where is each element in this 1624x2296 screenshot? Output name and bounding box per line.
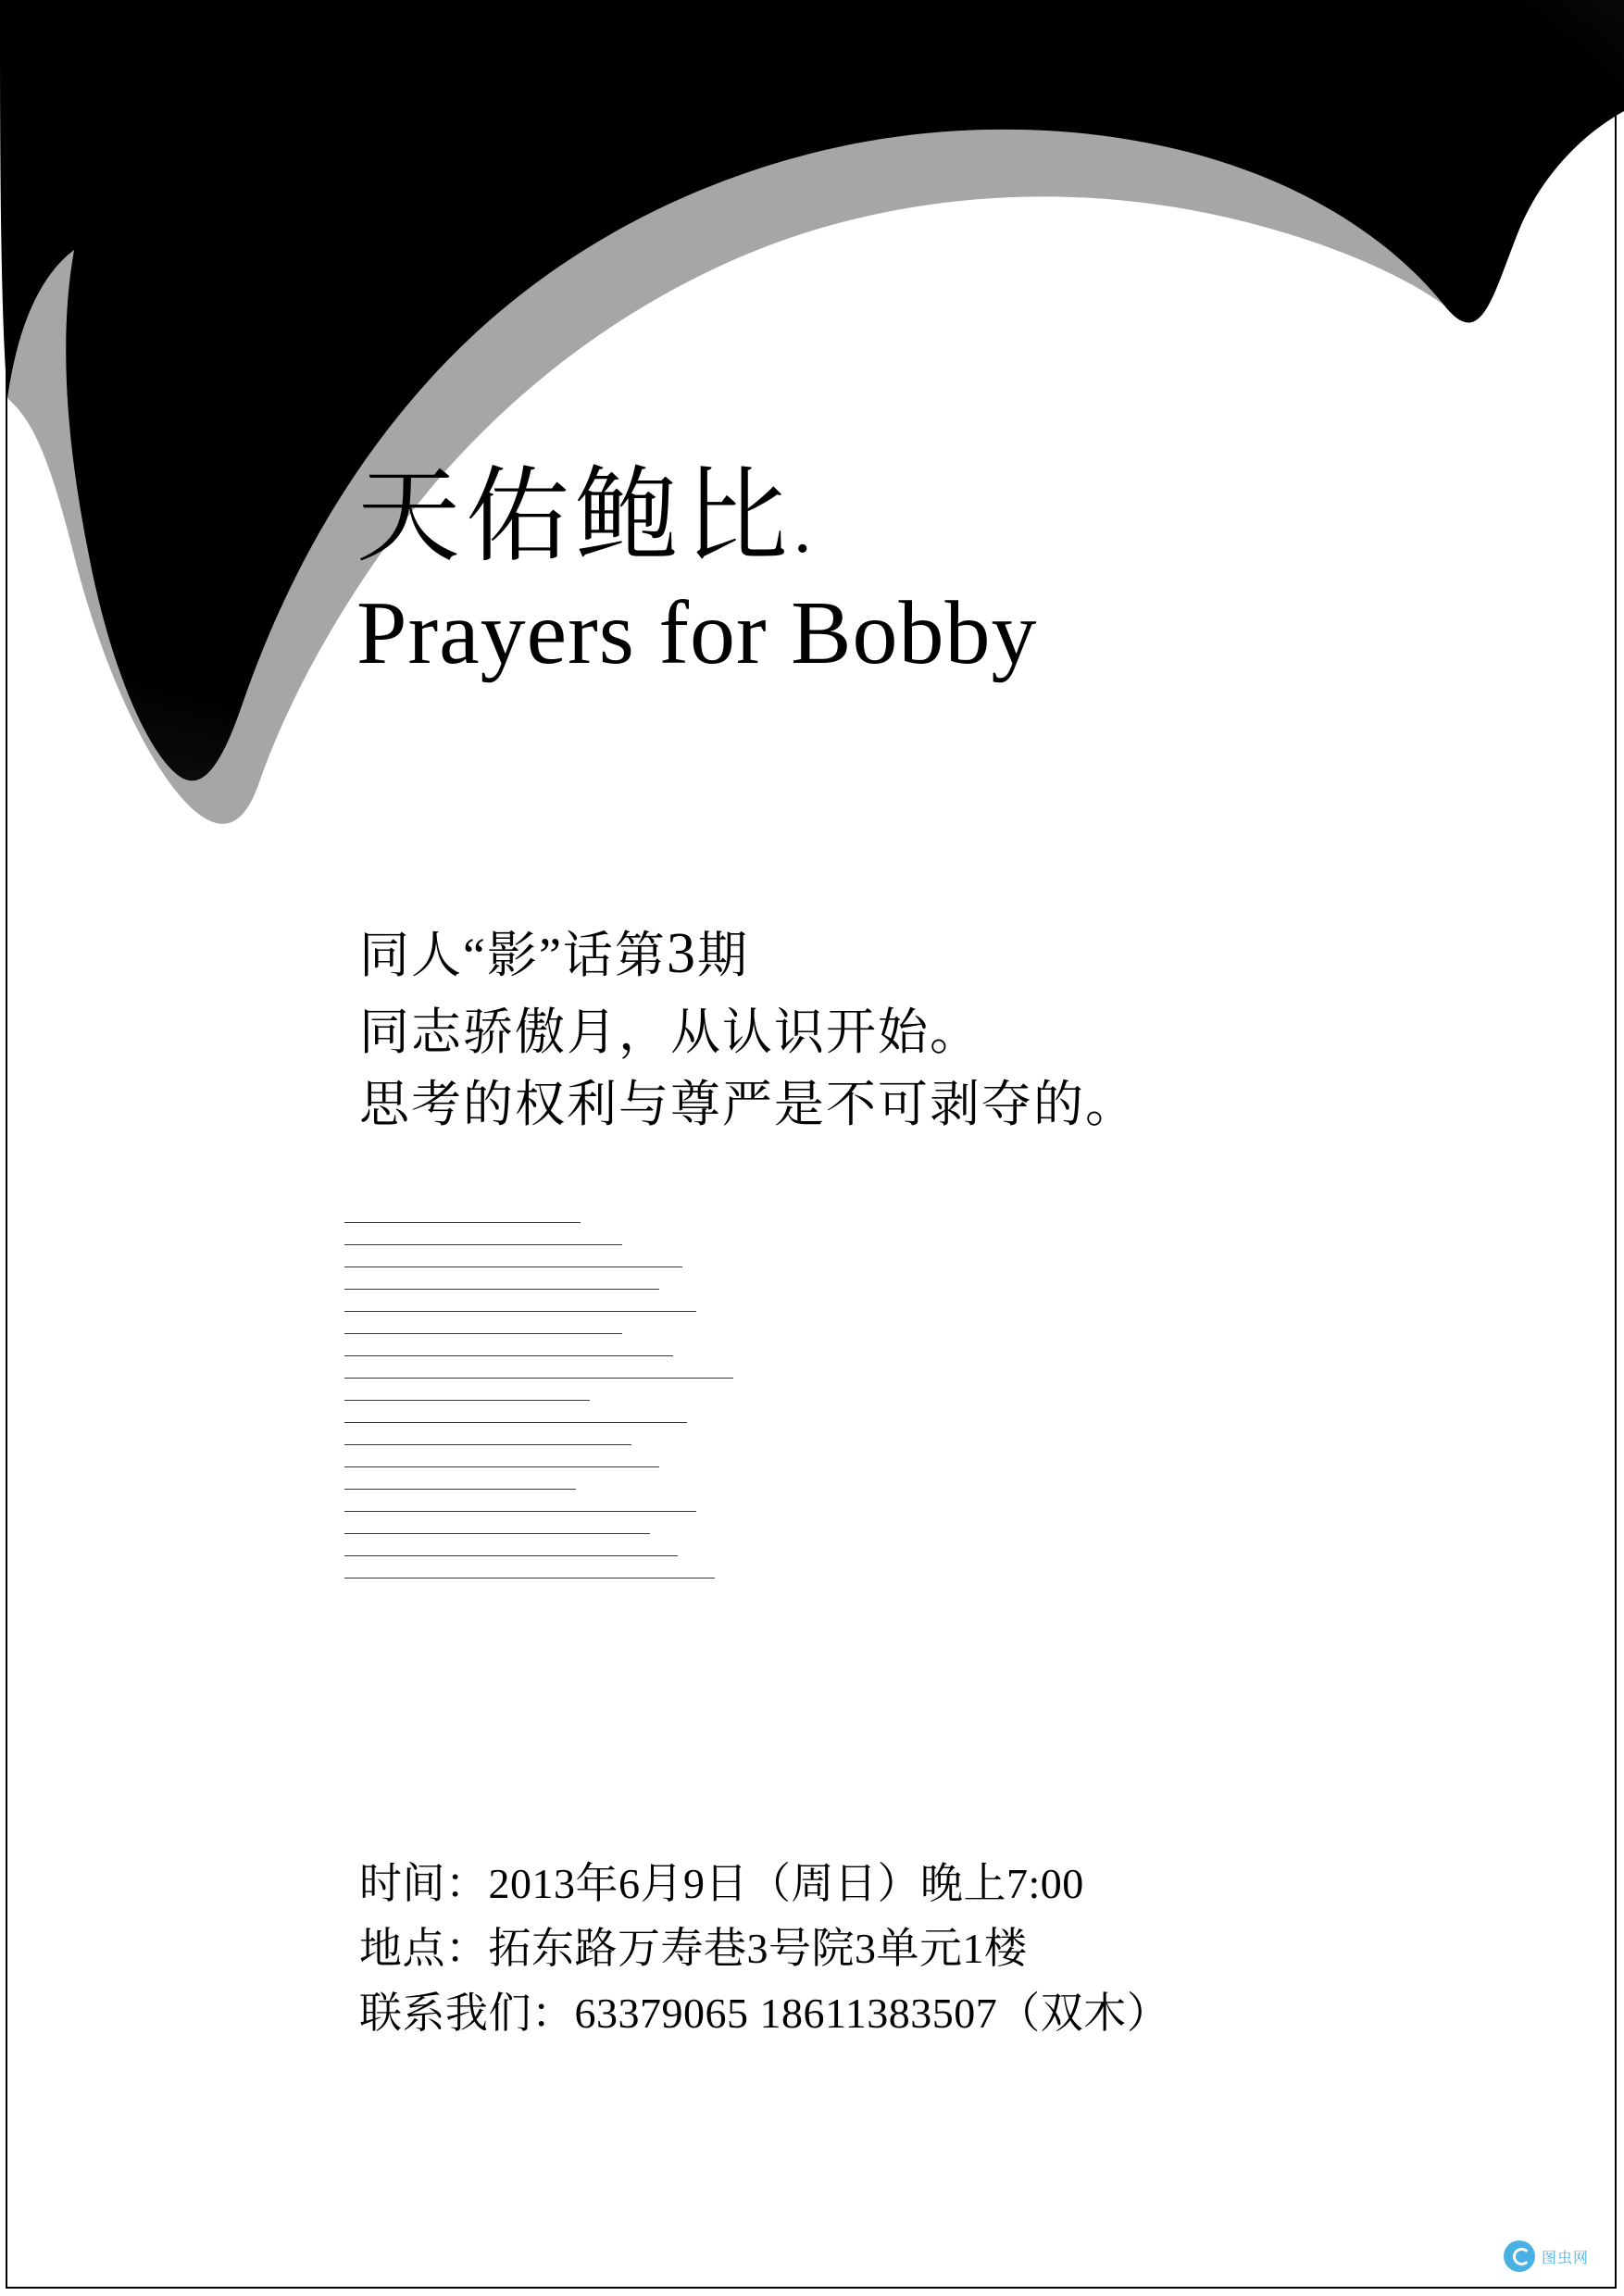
lead-issue-number: 3 [666,922,697,985]
body-text-rule-gap [344,1267,1011,1289]
lead-line-pride: 同志骄傲月，从认识开始。 [359,1004,981,1060]
lead-issue-prefix: 同人“影”话第 [359,928,667,983]
title-block [356,460,1375,684]
body-text-placeholder [344,1222,1011,1578]
lead-block [359,912,1452,1142]
title-english: Prayers for Bobby [356,582,1038,683]
body-text-rule-gap [344,1379,1011,1400]
body-text-rule-gap [344,1423,1011,1444]
body-text-rule-gap [344,1290,1011,1311]
body-text-rule-gap [344,1490,1011,1511]
body-text-rule-gap [344,1445,1011,1466]
event-place: 地点：拓东路万寿巷3号院3单元1楼 [359,1924,1028,1972]
body-text-rule-gap [344,1334,1011,1355]
watermark-label: 图虫网 [1541,2250,1589,2266]
lead-line-issue [359,912,1452,996]
title-chinese-text: 天佑鲍比 [356,460,793,575]
lead-line-dignity: 思考的权利与尊严是不可剥夺的。 [359,1077,1137,1133]
body-text-rule-gap [344,1401,1011,1422]
title-chinese-dot: . [793,487,812,568]
watermark-logo-icon [1504,2240,1535,2272]
body-text-rule-gap [344,1356,1011,1378]
body-text-rule-gap [344,1534,1011,1555]
body-text-rule-gap [344,1312,1011,1333]
event-info-block [359,1852,1470,2046]
event-contact: 联系我们：63379065 18611383507（双木） [359,1989,1170,2037]
lead-issue-suffix: 期 [696,928,749,983]
title-chinese [356,460,1375,575]
event-time: 时间：2013年6月9日（周日）晚上7:00 [359,1860,1084,1907]
body-text-rule-gap [344,1556,1011,1578]
body-text-rule-gap [344,1223,1011,1244]
watermark [1504,2240,1589,2272]
body-text-rule-gap [344,1245,1011,1267]
body-text-rule-gap [344,1467,1011,1489]
body-text-rule-gap [344,1512,1011,1533]
decorative-swoosh [0,0,1624,889]
